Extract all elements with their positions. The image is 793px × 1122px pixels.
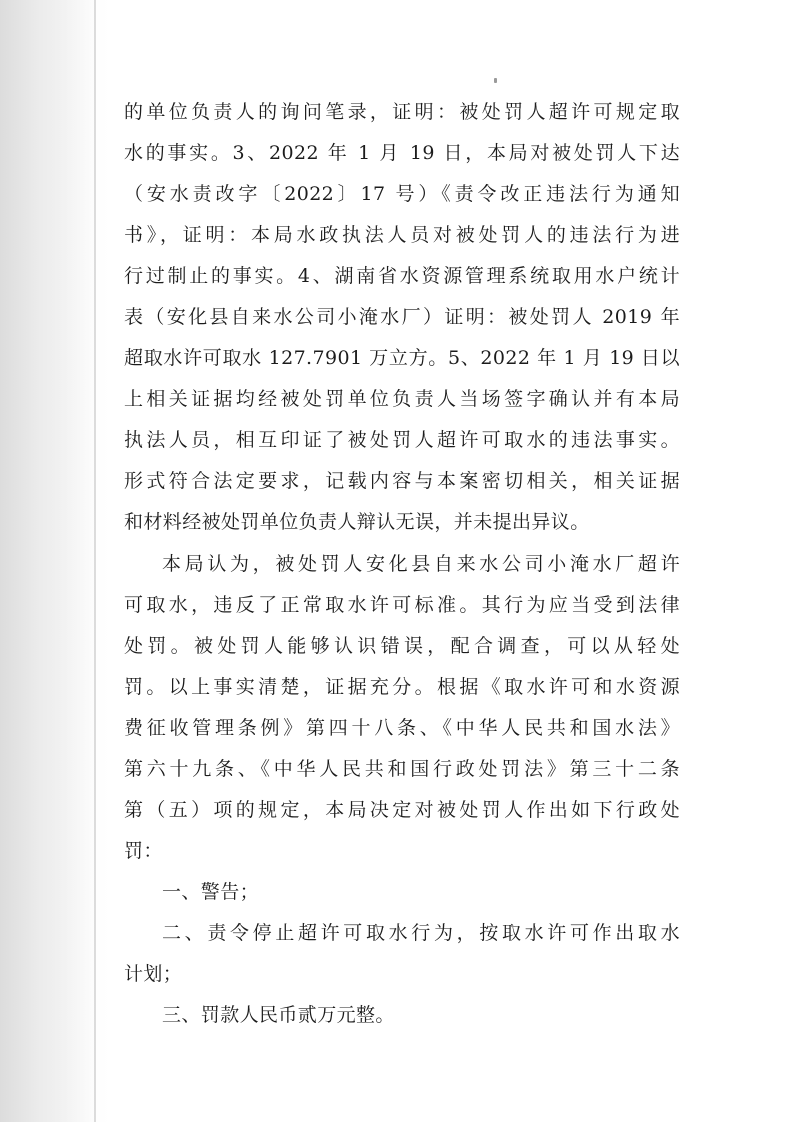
body-line: 处罚。被处罚人能够认识错误，配合调查，可以从轻处 bbox=[124, 635, 680, 657]
penalty-item-1: 一、警告； bbox=[162, 881, 260, 903]
page-crease bbox=[94, 0, 96, 1122]
body-line: 形式符合法定要求，记载内容与本案密切相关，相关证据 bbox=[124, 470, 680, 492]
scan-mark bbox=[494, 78, 497, 83]
body-line: 表（安化县自来水公司小淹水厂）证明：被处罚人 2019 年 bbox=[124, 306, 680, 328]
body-line: 行过制止的事实。4、湖南省水资源管理系统取用水户统计 bbox=[124, 265, 680, 287]
penalty-item-2-continued: 计划； bbox=[124, 963, 183, 985]
penalty-item-2: 二、责令停止超许可取水行为，按取水许可作出取水 bbox=[162, 922, 680, 944]
body-line: 第（五）项的规定，本局决定对被处罚人作出如下行政处 bbox=[124, 799, 680, 821]
body-line: 水的事实。3、2022 年 1 月 19 日，本局对被处罚人下达 bbox=[124, 142, 680, 164]
body-line: 费征收管理条例》第四十八条、《中华人民共和国水法》 bbox=[124, 717, 680, 739]
body-line: 罚。以上事实清楚，证据充分。根据《取水许可和水资源 bbox=[124, 676, 680, 698]
body-line: （安水责改字〔2022〕17 号）《责令改正违法行为通知 bbox=[124, 183, 680, 205]
body-line: 第六十九条、《中华人民共和国行政处罚法》第三十二条 bbox=[124, 758, 680, 780]
body-line: 罚： bbox=[124, 840, 163, 862]
body-line: 上相关证据均经被处罚单位负责人当场签字确认并有本局 bbox=[124, 388, 680, 410]
body-line: 超取水许可取水 127.7901 万立方。5、2022 年 1 月 19 日以 bbox=[124, 347, 680, 369]
body-line: 和材料经被处罚单位负责人辩认无误，并未提出异议。 bbox=[124, 511, 590, 533]
body-line: 可取水，违反了正常取水许可标准。其行为应当受到法律 bbox=[124, 594, 680, 616]
body-line: 的单位负责人的询问笔录，证明：被处罚人超许可规定取 bbox=[124, 101, 680, 123]
penalty-item-3: 三、罚款人民币贰万元整。 bbox=[162, 1004, 395, 1026]
body-line: 执法人员，相互印证了被处罚人超许可取水的违法事实。 bbox=[124, 429, 680, 451]
binding-strip bbox=[0, 0, 96, 1122]
paragraph-start-line: 本局认为，被处罚人安化县自来水公司小淹水厂超许 bbox=[162, 553, 680, 575]
body-line: 书》，证明：本局水政执法人员对被处罚人的违法行为进 bbox=[124, 224, 680, 246]
